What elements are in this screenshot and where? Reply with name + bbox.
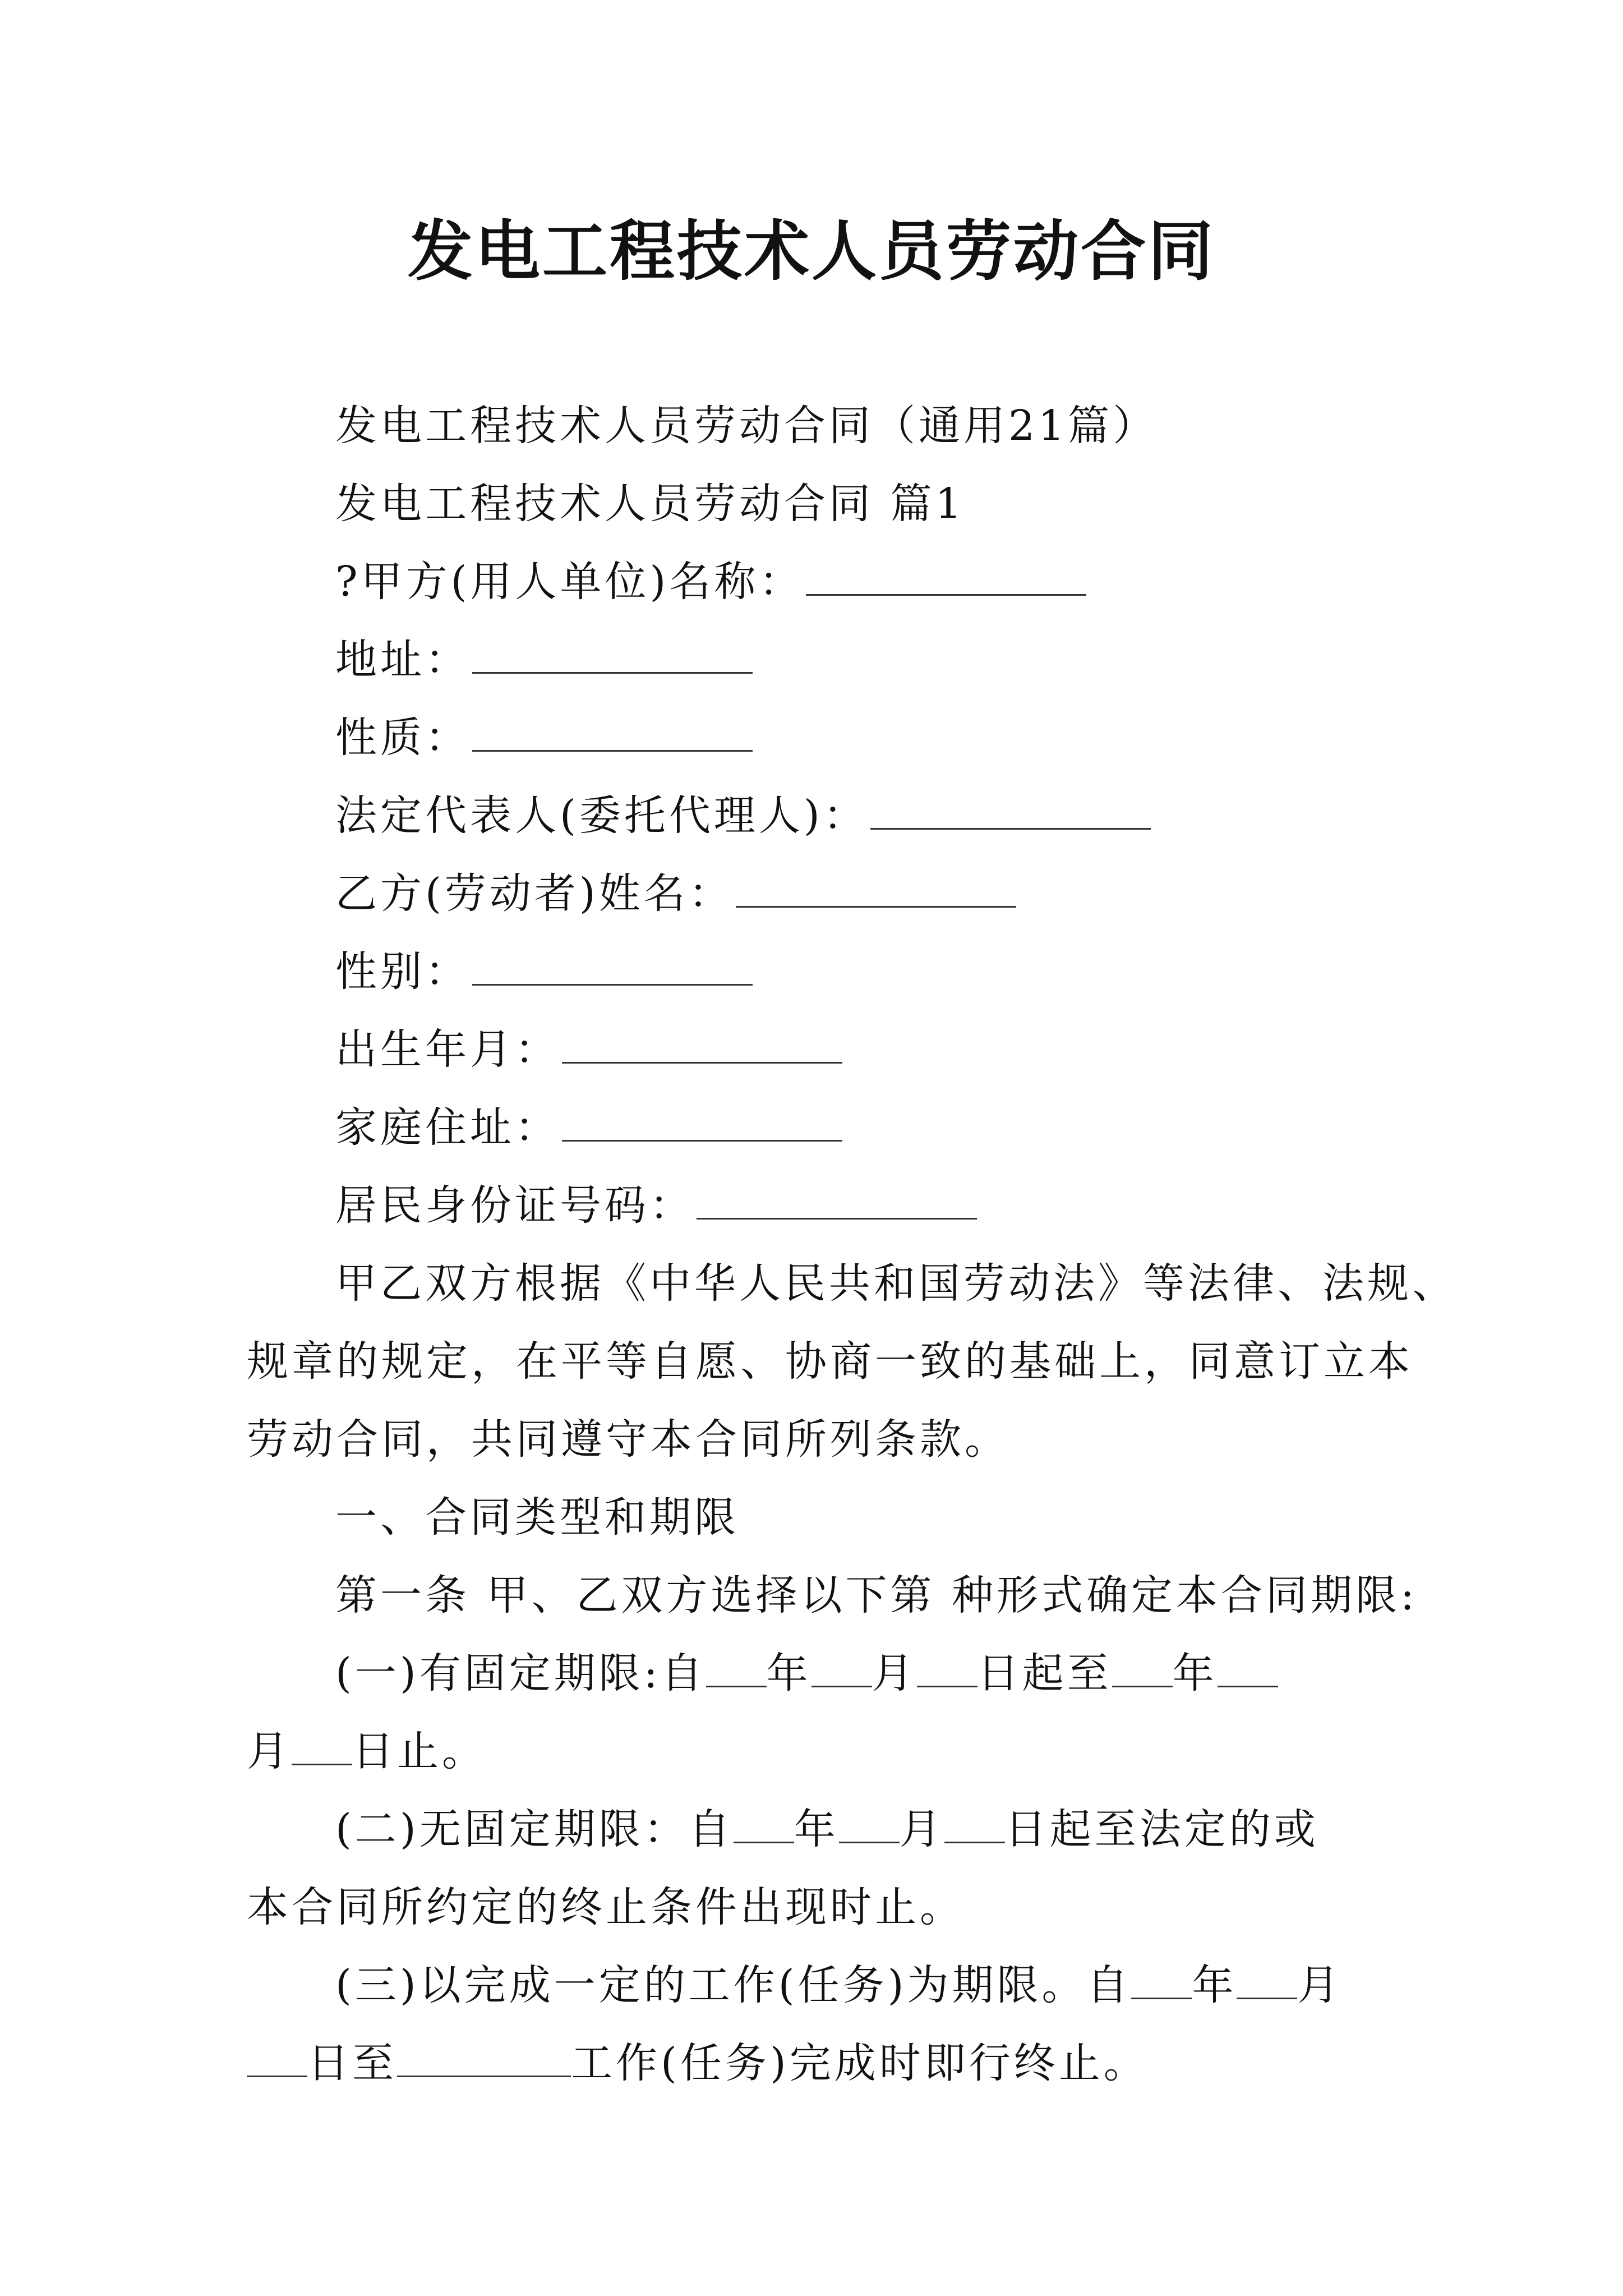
field-label: 居民身份证号码： [335,1181,694,1230]
option-text: (一)有固定期限:自 [335,1649,706,1697]
option-text: (二)无固定期限：自 [335,1805,734,1853]
unit-text: 月 [899,1805,944,1853]
field-label: 性别： [335,947,470,996]
field-label: 家庭住址： [335,1103,560,1152]
unit-text: 年 [1192,1961,1237,2009]
blank-line [697,1179,977,1220]
blank-line [870,789,1151,830]
option-3-line-2 [247,2024,1380,2102]
blank-year [706,1649,767,1687]
blank-year [1112,1649,1173,1687]
unit-text: 年 [766,1649,811,1697]
heading: 发电工程技术人员劳动合同（通用21篇） [335,402,1158,450]
field-label: 法定代表人(委托代理人)： [335,792,868,840]
field-label: 出生年月： [335,1025,560,1074]
field-legal-rep [247,777,1380,855]
section-title: 发电工程技术人员劳动合同 篇1 [335,480,965,528]
article-1: 第一条 甲、乙双方选择以下第 种形式确定本合同期限: [335,1571,1418,1619]
option-1-line-2 [247,1713,1380,1791]
option-3-line-1 [247,1947,1380,2024]
document-body [247,387,1457,2102]
unit-text: 月 [1297,1961,1343,2009]
field-label: 性质： [335,714,470,762]
field-label: ?甲方(用人单位)名称： [335,558,804,606]
field-home-address [247,1089,1380,1167]
unit-text: 年 [794,1805,839,1853]
blank-line [736,867,1016,908]
document-title: 发电工程技术人员劳动合同 [408,213,1215,289]
field-label: 乙方(劳动者)姓名： [335,869,734,918]
option-2-line-1 [247,1791,1380,1869]
blank-line [562,1023,842,1064]
blank-line [562,1101,842,1142]
blank-day [917,1649,978,1687]
blank-line [472,945,753,986]
intro-line: 劳动合同，共同遵守本合同所列条款。 [247,1415,1009,1464]
option-text: (三)以完成一定的工作(任务)为期限。自 [335,1961,1132,2009]
option-text: 日起至法定的或 [1004,1805,1319,1853]
field-label: 地址： [335,636,470,684]
option-2-line-2: 本合同所约定的终止条件出现时止。 [247,1883,965,1931]
intro-line: 甲乙双方根据《中华人民共和国劳动法》等法律、法规、 [335,1259,1457,1308]
unit-text: 日至 [307,2039,397,2087]
blank-month [811,1649,872,1687]
blank-month [1218,1649,1278,1687]
unit-text: 月 [872,1649,917,1697]
blank-month [1237,1961,1297,1999]
field-gender [247,933,1380,1011]
blank-task [397,2039,571,2077]
blank-day [944,1805,1005,1843]
unit-text: 年 [1172,1649,1218,1697]
field-address [247,621,1380,699]
field-employee-name [247,855,1380,933]
blank-line [472,711,753,752]
blank-day [292,1727,352,1765]
blank-line [806,555,1086,596]
blank-line [472,633,753,674]
unit-text: 日止。 [352,1727,487,1775]
unit-text: 日起至 [977,1649,1112,1697]
option-text: 工作(任务)完成时即行终止。 [571,2039,1149,2087]
intro-line: 规章的规定，在平等自愿、协商一致的基础上，同意订立本 [247,1337,1413,1386]
blank-year [1131,1961,1192,1999]
unit-text: 月 [247,1727,292,1775]
field-nature [247,699,1380,777]
chapter-heading: 一、合同类型和期限 [335,1493,739,1542]
blank-month [839,1805,900,1843]
field-employer-name [247,543,1380,621]
blank-year [734,1805,794,1843]
option-1-line-1 [247,1635,1380,1713]
field-id-number [247,1167,1380,1245]
field-birth [247,1011,1380,1089]
blank-day [247,2039,307,2077]
